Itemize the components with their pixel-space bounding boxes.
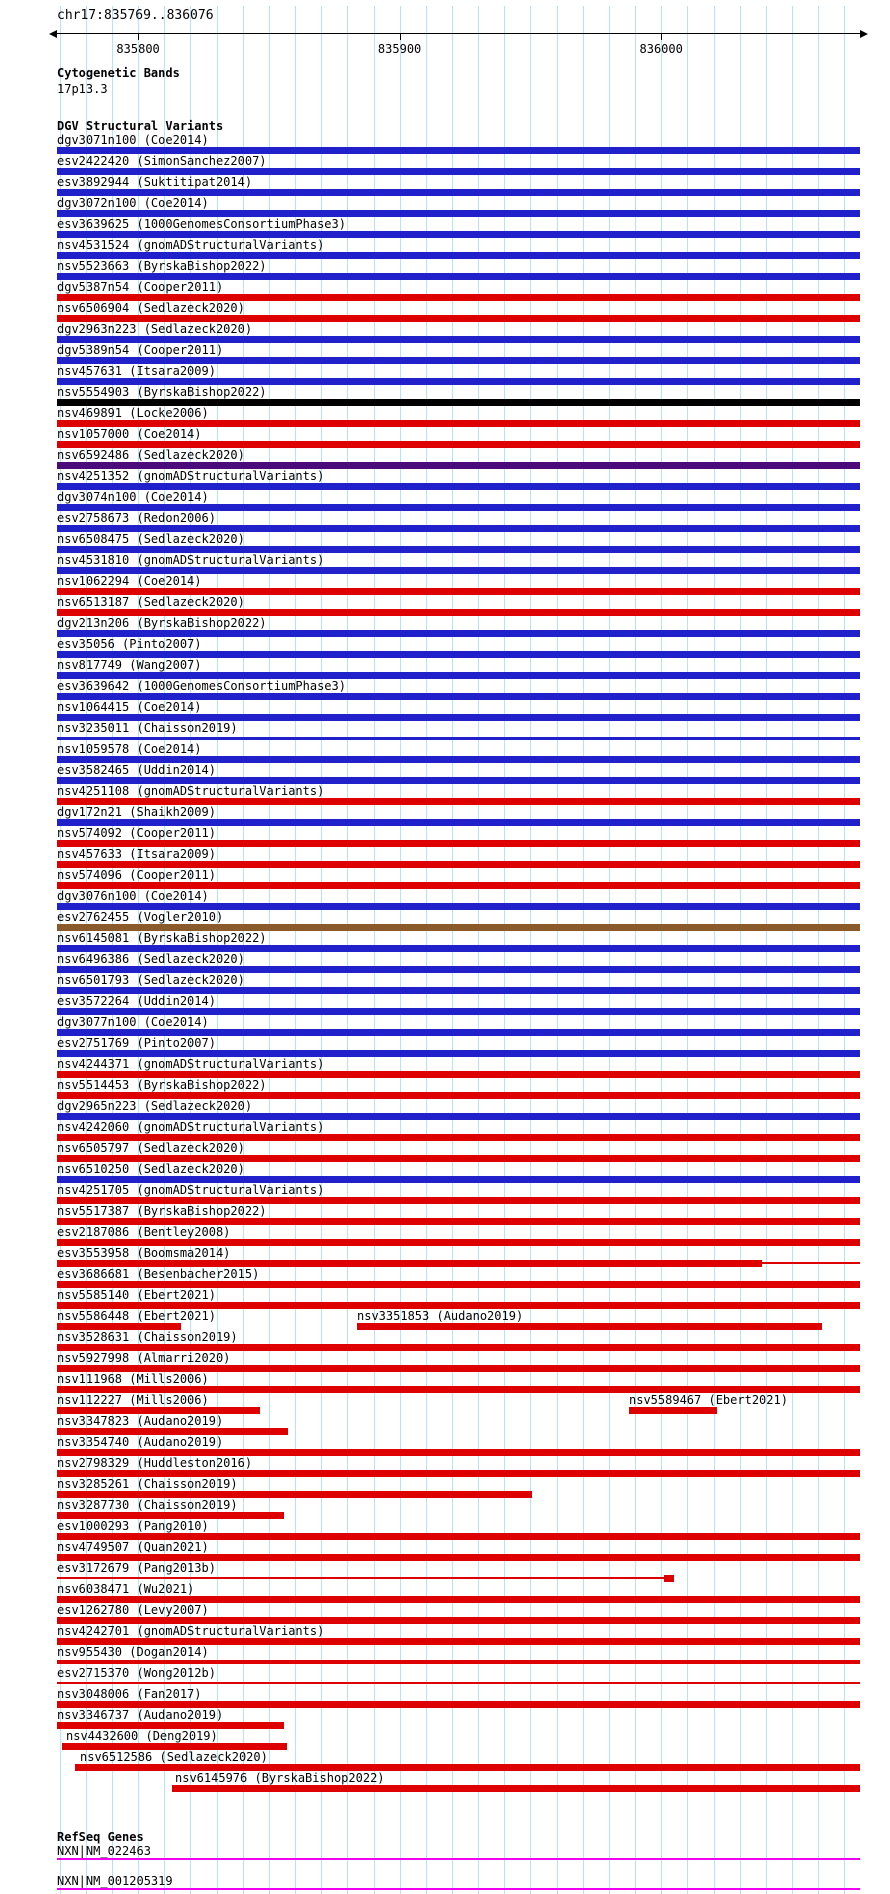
variant-bar[interactable] xyxy=(57,609,860,616)
variant-label: nsv6512586 (Sedlazeck2020) xyxy=(80,1750,268,1764)
variant-bar[interactable] xyxy=(57,777,860,784)
variant-label: nsv5585140 (Ebert2021) xyxy=(57,1288,216,1302)
variant-bar[interactable] xyxy=(57,714,860,721)
variant-bar[interactable] xyxy=(57,273,860,280)
variant-bar[interactable] xyxy=(57,147,860,154)
variant-bar[interactable] xyxy=(57,966,860,973)
variant-bar[interactable] xyxy=(57,1071,860,1078)
variant-label: esv35056 (Pinto2007) xyxy=(57,637,202,651)
variant-label: esv3892944 (Suktitipat2014) xyxy=(57,175,253,189)
variant-bar[interactable] xyxy=(57,546,860,553)
variant-row xyxy=(0,1394,890,1415)
variant-row xyxy=(0,554,890,575)
gene-label: NXN|NM_022463 xyxy=(57,1844,151,1858)
variant-row xyxy=(0,512,890,533)
variant-bar[interactable] xyxy=(762,1262,860,1264)
variant-row xyxy=(0,1331,890,1352)
variant-label: nsv6496386 (Sedlazeck2020) xyxy=(57,952,245,966)
variant-row xyxy=(0,1268,890,1289)
variant-label: nsv3347823 (Audano2019) xyxy=(57,1414,224,1428)
variant-label: nsv4251352 (gnomADStructuralVariants) xyxy=(57,469,325,483)
variant-row xyxy=(0,533,890,554)
variant-label: nsv111968 (Mills2006) xyxy=(57,1372,209,1386)
variant-label: nsv3528631 (Chaisson2019) xyxy=(57,1330,238,1344)
region-position-label: chr17:835769..836076 xyxy=(57,8,214,23)
variant-bar[interactable] xyxy=(57,1449,860,1456)
ruler-left-arrow-icon xyxy=(49,30,57,38)
variant-row xyxy=(0,1058,890,1079)
variant-row xyxy=(0,1709,890,1730)
variant-label: esv3582465 (Uddin2014) xyxy=(57,763,216,777)
variant-bar[interactable] xyxy=(57,1701,860,1708)
variant-row xyxy=(0,1583,890,1604)
ruler-axis-line xyxy=(57,33,860,34)
variant-row xyxy=(0,911,890,932)
variant-label: nsv3048006 (Fan2017) xyxy=(57,1687,202,1701)
variant-bar[interactable] xyxy=(57,840,860,847)
variant-label: nsv3287730 (Chaisson2019) xyxy=(57,1498,238,1512)
variant-label: dgv3071n100 (Coe2014) xyxy=(57,133,209,147)
variant-row xyxy=(0,848,890,869)
variant-label: esv3639642 (1000GenomesConsortiumPhase3) xyxy=(57,679,346,693)
gene-row xyxy=(0,1845,890,1875)
variant-row xyxy=(0,1772,890,1793)
variant-bar[interactable] xyxy=(57,399,860,406)
variant-label: nsv1062294 (Coe2014) xyxy=(57,574,202,588)
gene-line[interactable] xyxy=(57,1888,860,1890)
variant-row xyxy=(0,701,890,722)
variant-row xyxy=(0,1562,890,1583)
variant-label: nsv4531524 (gnomADStructuralVariants) xyxy=(57,238,325,252)
variant-row xyxy=(0,1688,890,1709)
variant-bar[interactable] xyxy=(57,1660,860,1664)
variant-label: dgv2963n223 (Sedlazeck2020) xyxy=(57,322,253,336)
variant-label: nsv1059578 (Coe2014) xyxy=(57,742,202,756)
variant-bar[interactable] xyxy=(57,1008,860,1015)
variant-bar[interactable] xyxy=(664,1575,674,1582)
variant-label: esv3553958 (Boomsma2014) xyxy=(57,1246,231,1260)
variant-bar[interactable] xyxy=(57,357,860,364)
variant-row xyxy=(0,1247,890,1268)
variant-label: esv2715370 (Wong2012b) xyxy=(57,1666,216,1680)
variant-row xyxy=(0,1037,890,1058)
variant-row xyxy=(0,974,890,995)
variant-row xyxy=(0,176,890,197)
variant-label: nsv457633 (Itsara2009) xyxy=(57,847,216,861)
variant-bar[interactable] xyxy=(57,1428,288,1435)
variant-bar[interactable] xyxy=(57,1302,860,1309)
gene-track-rows xyxy=(0,1845,890,1894)
variant-bar[interactable] xyxy=(57,462,860,469)
variant-label: nsv574092 (Cooper2011) xyxy=(57,826,216,840)
variant-bar[interactable] xyxy=(75,1764,860,1771)
variant-bar[interactable] xyxy=(57,1533,860,1540)
variant-label: dgv2965n223 (Sedlazeck2020) xyxy=(57,1099,253,1113)
variant-row xyxy=(0,1478,890,1499)
variant-label: nsv457631 (Itsara2009) xyxy=(57,364,216,378)
variant-bar[interactable] xyxy=(57,525,860,532)
variant-label: nsv574096 (Cooper2011) xyxy=(57,868,216,882)
variant-label: dgv5387n54 (Cooper2011) xyxy=(57,280,224,294)
variant-bar[interactable] xyxy=(57,798,860,805)
variant-label: nsv5514453 (ByrskaBishop2022) xyxy=(57,1078,267,1092)
variant-bar[interactable] xyxy=(57,1134,860,1141)
variant-bar[interactable] xyxy=(57,1050,860,1057)
variant-row xyxy=(0,1436,890,1457)
ruler-tick xyxy=(661,33,662,40)
variant-row xyxy=(0,1352,890,1373)
variant-bar[interactable] xyxy=(57,903,860,910)
variant-row xyxy=(0,1730,890,1751)
ruler-tick-label: 835900 xyxy=(377,42,422,56)
variant-label: nsv5589467 (Ebert2021) xyxy=(629,1393,788,1407)
variant-label: nsv6505797 (Sedlazeck2020) xyxy=(57,1141,245,1155)
variant-row xyxy=(0,1751,890,1772)
variant-label: dgv3077n100 (Coe2014) xyxy=(57,1015,209,1029)
cytoband-label: 17p13.3 xyxy=(57,82,108,96)
variant-label: dgv213n206 (ByrskaBishop2022) xyxy=(57,616,267,630)
variant-bar[interactable] xyxy=(57,210,860,217)
variant-bar[interactable] xyxy=(57,1155,860,1162)
variant-bar[interactable] xyxy=(57,1617,860,1624)
variant-row xyxy=(0,1226,890,1247)
gene-line[interactable] xyxy=(57,1858,860,1860)
variant-row xyxy=(0,1415,890,1436)
variant-row xyxy=(0,1646,890,1667)
variant-label: esv2758673 (Redon2006) xyxy=(57,511,216,525)
variant-bar[interactable] xyxy=(57,819,860,826)
ruler-tick xyxy=(400,33,401,40)
variant-row xyxy=(0,995,890,1016)
variant-bar[interactable] xyxy=(57,987,860,994)
variant-label: nsv3285261 (Chaisson2019) xyxy=(57,1477,238,1491)
variant-bar[interactable] xyxy=(57,945,860,952)
variant-label: nsv6145976 (ByrskaBishop2022) xyxy=(175,1771,385,1785)
variant-label: nsv1057000 (Coe2014) xyxy=(57,427,202,441)
variant-label: nsv6038471 (Wu2021) xyxy=(57,1582,195,1596)
variant-bar[interactable] xyxy=(57,420,860,427)
variant-label: nsv4531810 (gnomADStructuralVariants) xyxy=(57,553,325,567)
gene-row xyxy=(0,1875,890,1894)
variant-row xyxy=(0,323,890,344)
variant-bar[interactable] xyxy=(57,651,860,658)
variant-row xyxy=(0,1205,890,1226)
variant-label: dgv5389n54 (Cooper2011) xyxy=(57,343,224,357)
variant-bar[interactable] xyxy=(57,315,860,322)
variant-label: nsv3351853 (Audano2019) xyxy=(357,1309,524,1323)
variant-label: nsv6592486 (Sedlazeck2020) xyxy=(57,448,245,462)
variant-bar[interactable] xyxy=(57,1682,860,1684)
variant-bar[interactable] xyxy=(57,1197,860,1204)
variant-label: nsv3235011 (Chaisson2019) xyxy=(57,721,238,735)
variant-row xyxy=(0,470,890,491)
variant-bar[interactable] xyxy=(57,693,860,700)
variant-label: nsv5517387 (ByrskaBishop2022) xyxy=(57,1204,267,1218)
variant-label: esv3639625 (1000GenomesConsortiumPhase3) xyxy=(57,217,346,231)
variant-bar[interactable] xyxy=(57,1554,860,1561)
variant-bar[interactable] xyxy=(57,1092,860,1099)
variant-row xyxy=(0,1016,890,1037)
variant-bar[interactable] xyxy=(57,441,860,448)
variant-bar[interactable] xyxy=(57,1344,860,1351)
variant-label: nsv817749 (Wang2007) xyxy=(57,658,202,672)
variant-label: nsv5927998 (Almarri2020) xyxy=(57,1351,231,1365)
gene-label: NXN|NM_001205319 xyxy=(57,1874,173,1888)
variant-row xyxy=(0,1121,890,1142)
variant-bar[interactable] xyxy=(57,1470,860,1477)
variant-row xyxy=(0,575,890,596)
variant-label: nsv4251108 (gnomADStructuralVariants) xyxy=(57,784,325,798)
variant-bar[interactable] xyxy=(57,1176,860,1183)
variant-row xyxy=(0,1520,890,1541)
variant-row xyxy=(0,743,890,764)
variant-label: dgv172n21 (Shaikh2009) xyxy=(57,805,216,819)
ruler-tick-label: 835800 xyxy=(116,42,160,56)
variant-row xyxy=(0,1541,890,1562)
variant-label: nsv4244371 (gnomADStructuralVariants) xyxy=(57,1057,325,1071)
variant-row xyxy=(0,869,890,890)
variant-label: esv3686681 (Besenbacher2015) xyxy=(57,1267,260,1281)
variant-bar[interactable] xyxy=(57,1113,860,1120)
variant-row xyxy=(0,617,890,638)
variant-label: nsv3346737 (Audano2019) xyxy=(57,1708,224,1722)
variant-bar[interactable] xyxy=(57,1386,860,1393)
variant-row xyxy=(0,722,890,743)
variant-label: esv2762455 (Vogler2010) xyxy=(57,910,224,924)
variant-bar[interactable] xyxy=(57,567,860,574)
variant-label: esv2187086 (Bentley2008) xyxy=(57,1225,231,1239)
variant-label: dgv3076n100 (Coe2014) xyxy=(57,889,209,903)
variant-row xyxy=(0,1373,890,1394)
variant-row xyxy=(0,1625,890,1646)
variant-bar[interactable] xyxy=(57,1491,532,1498)
variant-bar[interactable] xyxy=(57,1722,284,1729)
variant-row xyxy=(0,239,890,260)
ruler-tick-label: 836000 xyxy=(639,42,683,56)
variant-label: nsv6510250 (Sedlazeck2020) xyxy=(57,1162,245,1176)
variant-row xyxy=(0,1184,890,1205)
variant-row xyxy=(0,1604,890,1625)
variant-label: nsv4432600 (Deng2019) xyxy=(66,1729,218,1743)
variant-bar[interactable] xyxy=(172,1785,860,1792)
variant-row xyxy=(0,638,890,659)
variant-row xyxy=(0,1457,890,1478)
variant-label: esv1000293 (Pang2010) xyxy=(57,1519,209,1533)
variant-row xyxy=(0,680,890,701)
variant-bar[interactable] xyxy=(57,588,860,595)
variant-bar[interactable] xyxy=(57,168,860,175)
variant-bar[interactable] xyxy=(57,861,860,868)
variant-row xyxy=(0,659,890,680)
variant-row xyxy=(0,407,890,428)
variant-row xyxy=(0,806,890,827)
variant-bar[interactable] xyxy=(57,1218,860,1225)
variant-row xyxy=(0,953,890,974)
variant-label: nsv2798329 (Huddleston2016) xyxy=(57,1456,253,1470)
variant-label: nsv6501793 (Sedlazeck2020) xyxy=(57,973,245,987)
variant-bar[interactable] xyxy=(57,231,860,238)
variant-row xyxy=(0,428,890,449)
variant-bar[interactable] xyxy=(62,1743,287,1750)
variant-bar[interactable] xyxy=(57,504,860,511)
variant-row xyxy=(0,1100,890,1121)
variant-bar[interactable] xyxy=(57,378,860,385)
variant-label: nsv4242060 (gnomADStructuralVariants) xyxy=(57,1120,325,1134)
variant-bar[interactable] xyxy=(57,1029,860,1036)
variant-label: nsv1064415 (Coe2014) xyxy=(57,700,202,714)
variant-label: nsv112227 (Mills2006) xyxy=(57,1393,209,1407)
variant-track-rows xyxy=(0,134,890,1793)
variant-bar[interactable] xyxy=(57,672,860,679)
variant-bar[interactable] xyxy=(57,924,860,931)
variant-label: nsv3354740 (Audano2019) xyxy=(57,1435,224,1449)
variant-row xyxy=(0,281,890,302)
variant-label: esv3572264 (Uddin2014) xyxy=(57,994,216,1008)
variant-bar[interactable] xyxy=(57,1407,260,1414)
variant-row xyxy=(0,785,890,806)
variant-bar[interactable] xyxy=(57,1596,860,1603)
variant-label: nsv4251705 (gnomADStructuralVariants) xyxy=(57,1183,325,1197)
variant-row xyxy=(0,197,890,218)
variant-bar[interactable] xyxy=(57,1512,284,1519)
variant-label: esv2422420 (SimonSanchez2007) xyxy=(57,154,267,168)
variant-bar[interactable] xyxy=(57,1260,762,1267)
variant-bar[interactable] xyxy=(357,1323,822,1330)
variant-bar[interactable] xyxy=(57,1323,181,1330)
variant-row xyxy=(0,596,890,617)
variant-row xyxy=(0,1499,890,1520)
variant-label: nsv955430 (Dogan2014) xyxy=(57,1645,209,1659)
variant-label: nsv6513187 (Sedlazeck2020) xyxy=(57,595,245,609)
variant-bar[interactable] xyxy=(57,1577,666,1579)
variant-row xyxy=(0,134,890,155)
variant-label: nsv5586448 (Ebert2021) xyxy=(57,1309,216,1323)
variant-bar[interactable] xyxy=(57,1239,860,1246)
variant-bar[interactable] xyxy=(57,252,860,259)
variant-bar[interactable] xyxy=(57,483,860,490)
variant-row xyxy=(0,1163,890,1184)
variant-bar[interactable] xyxy=(57,1638,860,1645)
variant-bar[interactable] xyxy=(629,1407,717,1414)
variant-bar[interactable] xyxy=(57,336,860,343)
variant-bar[interactable] xyxy=(57,189,860,196)
variant-row xyxy=(0,365,890,386)
variant-label: nsv5554903 (ByrskaBishop2022) xyxy=(57,385,267,399)
variant-bar[interactable] xyxy=(57,1281,860,1288)
variant-row xyxy=(0,491,890,512)
variant-row xyxy=(0,827,890,848)
variant-bar[interactable] xyxy=(57,630,860,637)
variant-label: nsv469891 (Locke2006) xyxy=(57,406,209,420)
variant-row xyxy=(0,155,890,176)
ruler-tick xyxy=(138,33,139,40)
variant-label: esv1262780 (Levy2007) xyxy=(57,1603,209,1617)
variant-row xyxy=(0,1142,890,1163)
variant-bar[interactable] xyxy=(57,294,860,301)
variant-label: dgv3074n100 (Coe2014) xyxy=(57,490,209,504)
variant-row xyxy=(0,1079,890,1100)
variant-label: nsv5523663 (ByrskaBishop2022) xyxy=(57,259,267,273)
variant-row xyxy=(0,1667,890,1688)
variant-bar[interactable] xyxy=(57,1365,860,1372)
variant-row xyxy=(0,890,890,911)
ruler-right-arrow-icon xyxy=(860,30,868,38)
variant-label: nsv4749507 (Quan2021) xyxy=(57,1540,209,1554)
section-title-dgv-structural-variants: DGV Structural Variants xyxy=(57,119,224,133)
section-title-refseq-genes: RefSeq Genes xyxy=(57,1830,144,1844)
variant-label: nsv6506904 (Sedlazeck2020) xyxy=(57,301,245,315)
variant-bar[interactable] xyxy=(57,737,860,740)
variant-bar[interactable] xyxy=(57,882,860,889)
variant-row xyxy=(0,449,890,470)
variant-row xyxy=(0,1289,890,1310)
variant-row xyxy=(0,1310,890,1331)
section-title-cytogenetic-bands: Cytogenetic Bands xyxy=(57,66,180,80)
variant-row xyxy=(0,386,890,407)
variant-label: nsv6145081 (ByrskaBishop2022) xyxy=(57,931,267,945)
variant-row xyxy=(0,260,890,281)
variant-label: nsv6508475 (Sedlazeck2020) xyxy=(57,532,245,546)
variant-label: dgv3072n100 (Coe2014) xyxy=(57,196,209,210)
variant-row xyxy=(0,764,890,785)
variant-row xyxy=(0,218,890,239)
variant-row xyxy=(0,344,890,365)
variant-label: esv3172679 (Pang2013b) xyxy=(57,1561,216,1575)
variant-label: nsv4242701 (gnomADStructuralVariants) xyxy=(57,1624,325,1638)
variant-bar[interactable] xyxy=(57,756,860,763)
variant-row xyxy=(0,302,890,323)
variant-label: esv2751769 (Pinto2007) xyxy=(57,1036,216,1050)
variant-row xyxy=(0,932,890,953)
